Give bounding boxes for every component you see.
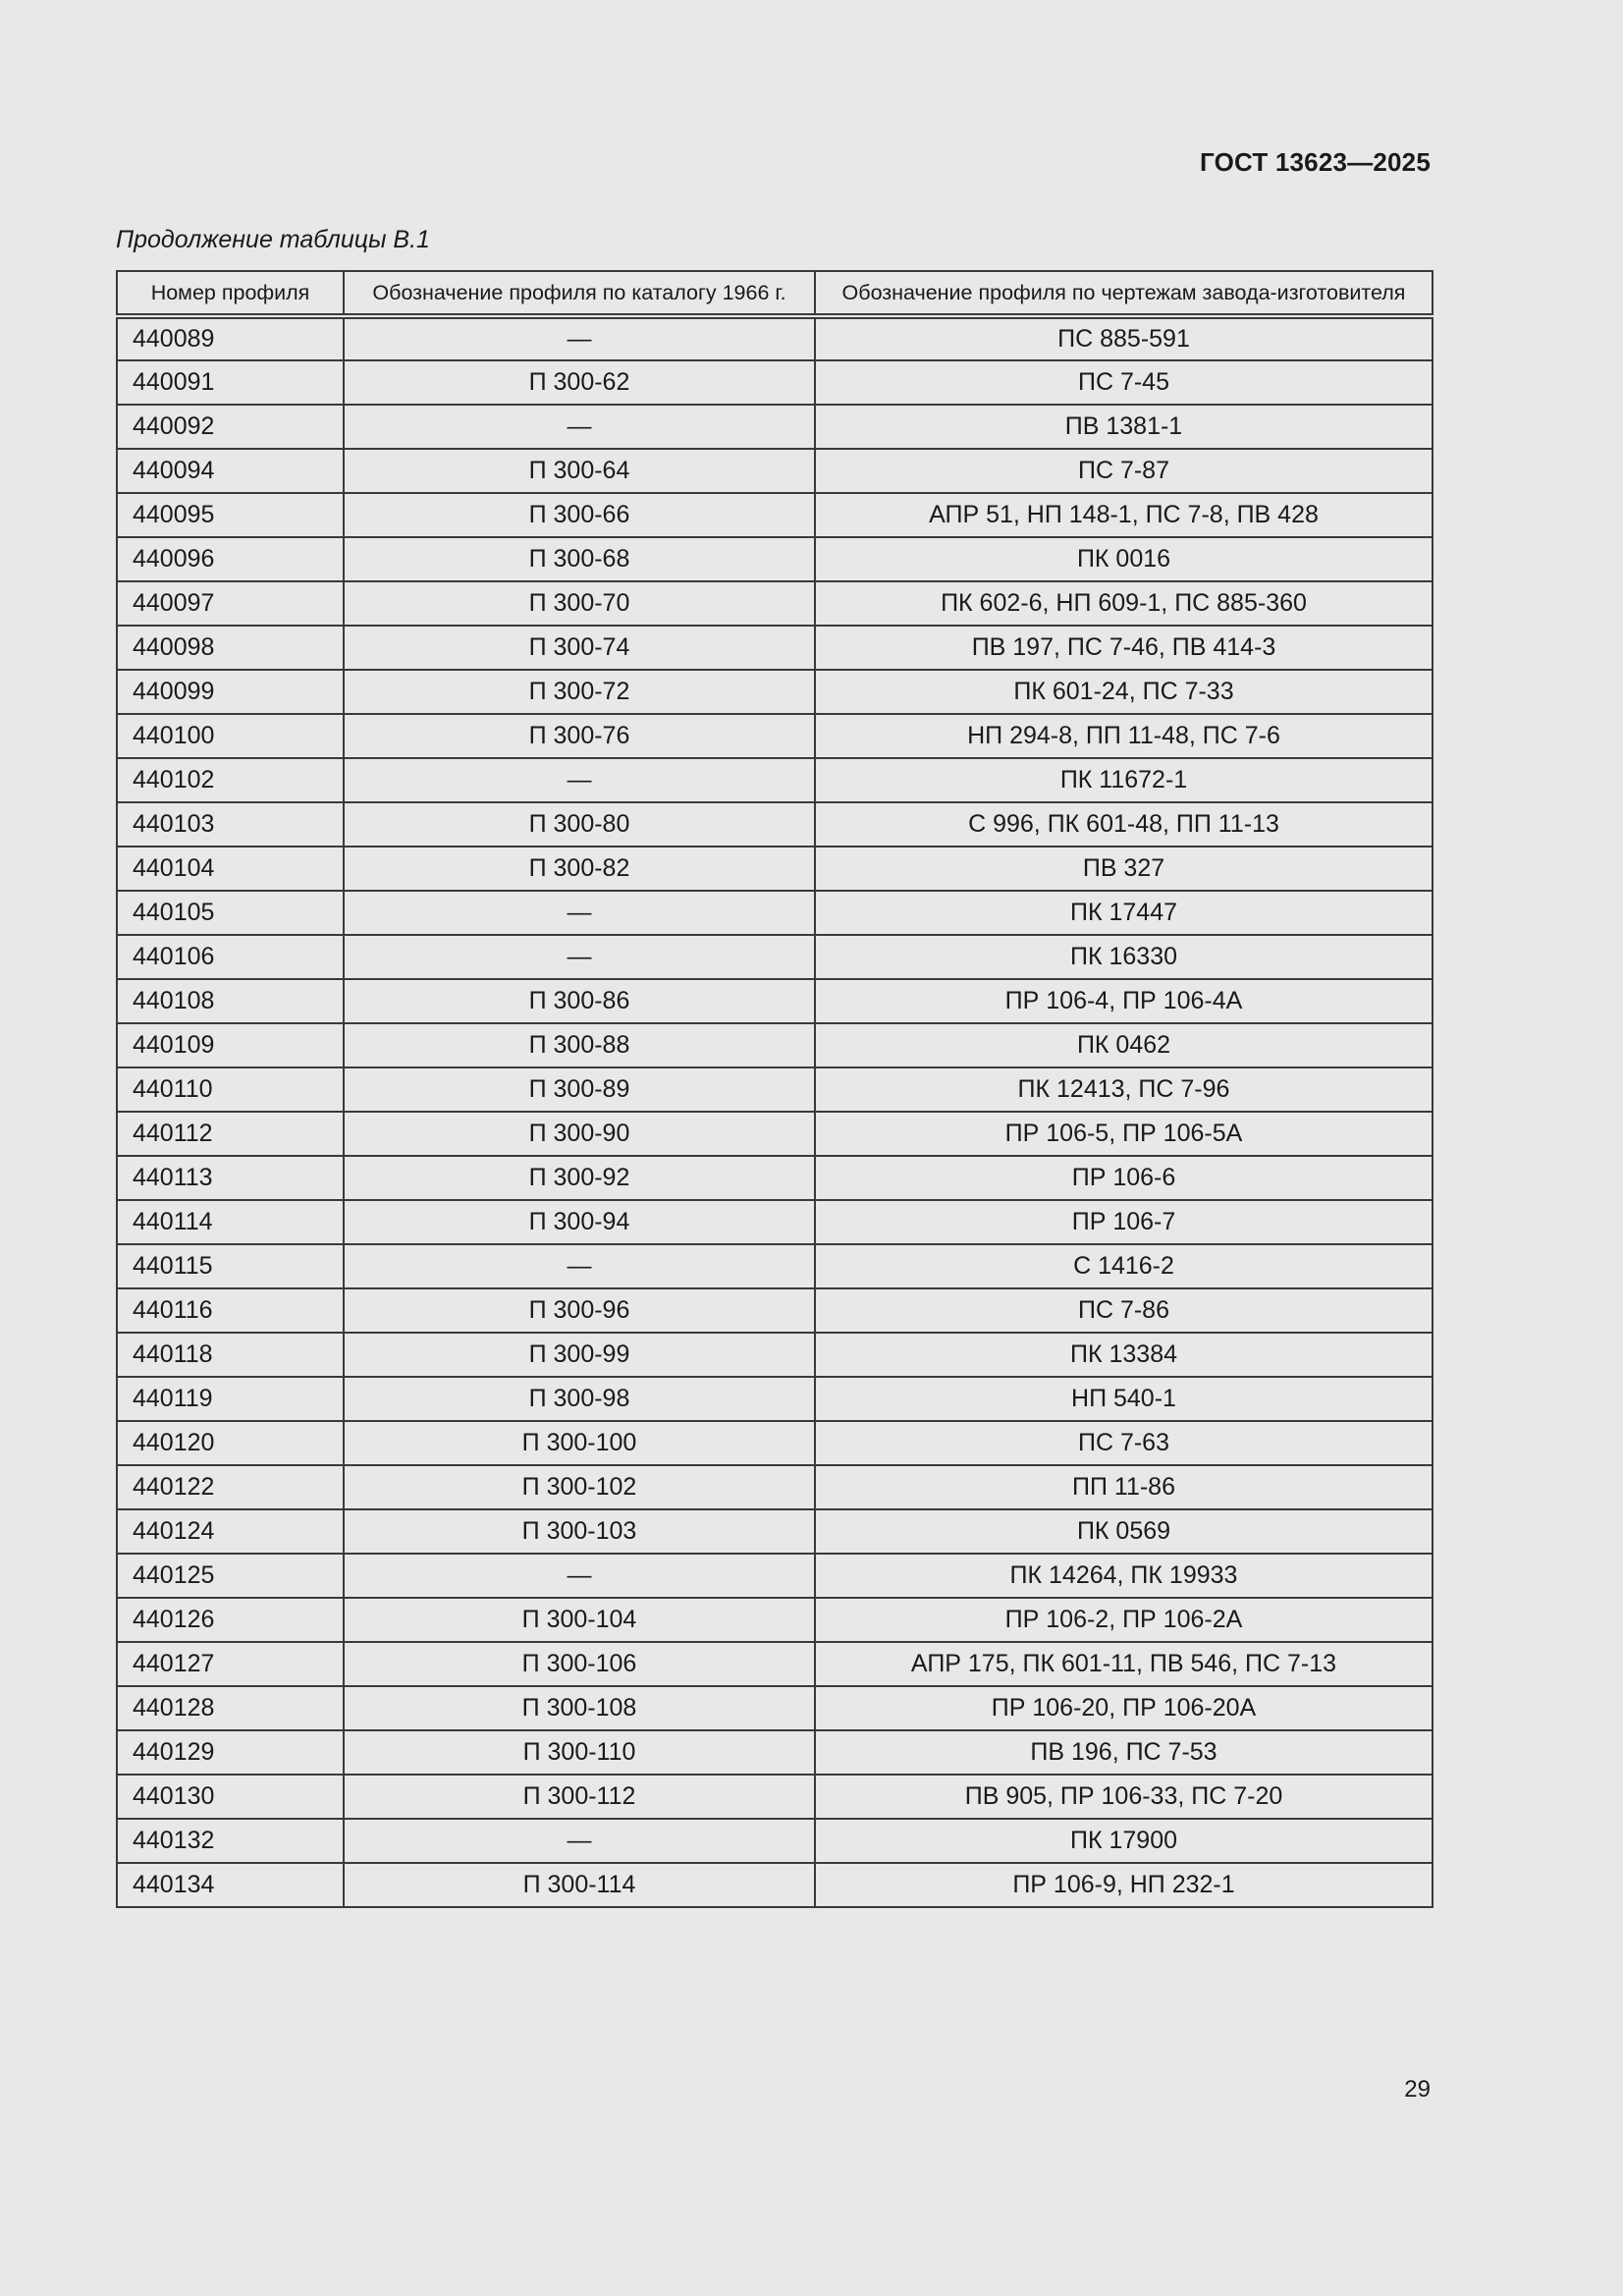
cell-catalog-designation: П 300-104 (344, 1598, 815, 1642)
cell-profile-number: 440103 (117, 802, 344, 847)
cell-catalog-designation: П 300-103 (344, 1509, 815, 1554)
table-row (117, 1288, 1433, 1333)
table-row (117, 891, 1433, 935)
cell-catalog-designation: — (344, 758, 815, 802)
cell-catalog-designation: П 300-102 (344, 1465, 815, 1509)
cell-drawing-designation: НП 540-1 (815, 1377, 1433, 1421)
cell-catalog-designation: — (344, 935, 815, 979)
cell-catalog-designation: П 300-100 (344, 1421, 815, 1465)
cell-drawing-designation: АПР 51, НП 148-1, ПС 7-8, ПВ 428 (815, 493, 1433, 537)
cell-catalog-designation: П 300-70 (344, 581, 815, 626)
cell-catalog-designation: П 300-66 (344, 493, 815, 537)
cell-drawing-designation: ПВ 197, ПС 7-46, ПВ 414-3 (815, 626, 1433, 670)
cell-profile-number: 440115 (117, 1244, 344, 1288)
table-row (117, 1598, 1433, 1642)
cell-catalog-designation: П 300-96 (344, 1288, 815, 1333)
table-row (117, 1421, 1433, 1465)
cell-profile-number: 440098 (117, 626, 344, 670)
cell-profile-number: 440110 (117, 1067, 344, 1112)
table-row (117, 1819, 1433, 1863)
cell-drawing-designation: ПС 7-87 (815, 449, 1433, 493)
cell-drawing-designation: НП 294-8, ПП 11-48, ПС 7-6 (815, 714, 1433, 758)
cell-catalog-designation: — (344, 316, 815, 360)
cell-drawing-designation: ПК 13384 (815, 1333, 1433, 1377)
table-header-row (117, 271, 1433, 316)
cell-drawing-designation: ПК 17900 (815, 1819, 1433, 1863)
table-row (117, 935, 1433, 979)
cell-drawing-designation: ПР 106-7 (815, 1200, 1433, 1244)
cell-catalog-designation: П 300-72 (344, 670, 815, 714)
cell-catalog-designation: П 300-112 (344, 1775, 815, 1819)
cell-drawing-designation: ПК 17447 (815, 891, 1433, 935)
table-row (117, 1200, 1433, 1244)
table-row (117, 537, 1433, 581)
cell-drawing-designation: ПК 12413, ПС 7-96 (815, 1067, 1433, 1112)
cell-profile-number: 440122 (117, 1465, 344, 1509)
cell-drawing-designation: ПС 885-591 (815, 316, 1433, 360)
cell-catalog-designation: — (344, 1819, 815, 1863)
cell-drawing-designation: ПР 106-2, ПР 106-2А (815, 1598, 1433, 1642)
cell-profile-number: 440134 (117, 1863, 344, 1907)
cell-profile-number: 440127 (117, 1642, 344, 1686)
cell-profile-number: 440091 (117, 360, 344, 405)
cell-profile-number: 440125 (117, 1554, 344, 1598)
table-row (117, 758, 1433, 802)
cell-catalog-designation: П 300-94 (344, 1200, 815, 1244)
cell-profile-number: 440126 (117, 1598, 344, 1642)
cell-drawing-designation: ПК 16330 (815, 935, 1433, 979)
table-row (117, 493, 1433, 537)
cell-catalog-designation: П 300-114 (344, 1863, 815, 1907)
cell-profile-number: 440094 (117, 449, 344, 493)
column-header-profile-number: Номер профиля (117, 271, 344, 316)
cell-drawing-designation: ПР 106-9, НП 232-1 (815, 1863, 1433, 1907)
cell-drawing-designation: ПК 0462 (815, 1023, 1433, 1067)
cell-catalog-designation: П 300-68 (344, 537, 815, 581)
table-row (117, 1775, 1433, 1819)
cell-profile-number: 440100 (117, 714, 344, 758)
cell-catalog-designation: — (344, 1244, 815, 1288)
table-caption: Продолжение таблицы В.1 (116, 226, 430, 253)
column-header-manufacturer-drawings: Обозначение профиля по чертежам завода-изготовителя (815, 271, 1433, 316)
cell-catalog-designation: П 300-110 (344, 1730, 815, 1775)
table-row (117, 1333, 1433, 1377)
table-row (117, 1863, 1433, 1907)
cell-drawing-designation: ПР 106-4, ПР 106-4А (815, 979, 1433, 1023)
table-row (117, 1023, 1433, 1067)
cell-profile-number: 440106 (117, 935, 344, 979)
cell-catalog-designation: П 300-89 (344, 1067, 815, 1112)
table-header (117, 271, 1433, 316)
cell-profile-number: 440102 (117, 758, 344, 802)
cell-profile-number: 440108 (117, 979, 344, 1023)
cell-catalog-designation: П 300-86 (344, 979, 815, 1023)
table-row (117, 1642, 1433, 1686)
cell-drawing-designation: ПС 7-45 (815, 360, 1433, 405)
table-row (117, 405, 1433, 449)
table-row (117, 449, 1433, 493)
cell-profile-number: 440096 (117, 537, 344, 581)
table-row (117, 847, 1433, 891)
cell-catalog-designation: П 300-88 (344, 1023, 815, 1067)
table-row (117, 626, 1433, 670)
cell-profile-number: 440099 (117, 670, 344, 714)
table-body (117, 316, 1433, 1907)
table-row (117, 1509, 1433, 1554)
cell-profile-number: 440132 (117, 1819, 344, 1863)
table-row (117, 1112, 1433, 1156)
cell-profile-number: 440124 (117, 1509, 344, 1554)
cell-profile-number: 440097 (117, 581, 344, 626)
table-row (117, 1244, 1433, 1288)
cell-profile-number: 440130 (117, 1775, 344, 1819)
table-row (117, 714, 1433, 758)
cell-catalog-designation: — (344, 405, 815, 449)
cell-profile-number: 440128 (117, 1686, 344, 1730)
table-row (117, 1156, 1433, 1200)
cell-catalog-designation: П 300-99 (344, 1333, 815, 1377)
table-row (117, 802, 1433, 847)
table-row (117, 1067, 1433, 1112)
table-row (117, 360, 1433, 405)
cell-catalog-designation: П 300-64 (344, 449, 815, 493)
cell-drawing-designation: ПВ 1381-1 (815, 405, 1433, 449)
profiles-table (116, 270, 1434, 1908)
cell-profile-number: 440112 (117, 1112, 344, 1156)
table-row (117, 1554, 1433, 1598)
cell-catalog-designation: П 300-76 (344, 714, 815, 758)
page-number: 29 (1404, 2076, 1431, 2103)
cell-catalog-designation: П 300-62 (344, 360, 815, 405)
cell-drawing-designation: АПР 175, ПК 601-11, ПВ 546, ПС 7-13 (815, 1642, 1433, 1686)
cell-drawing-designation: ПК 601-24, ПС 7-33 (815, 670, 1433, 714)
table-row (117, 1730, 1433, 1775)
cell-drawing-designation: С 996, ПК 601-48, ПП 11-13 (815, 802, 1433, 847)
cell-catalog-designation: П 300-80 (344, 802, 815, 847)
cell-profile-number: 440095 (117, 493, 344, 537)
cell-profile-number: 440104 (117, 847, 344, 891)
cell-drawing-designation: ПР 106-5, ПР 106-5А (815, 1112, 1433, 1156)
cell-drawing-designation: ПР 106-20, ПР 106-20А (815, 1686, 1433, 1730)
cell-catalog-designation: П 300-74 (344, 626, 815, 670)
cell-catalog-designation: П 300-90 (344, 1112, 815, 1156)
cell-drawing-designation: ПВ 905, ПР 106-33, ПС 7-20 (815, 1775, 1433, 1819)
cell-drawing-designation: ПК 602-6, НП 609-1, ПС 885-360 (815, 581, 1433, 626)
cell-drawing-designation: ПК 0016 (815, 537, 1433, 581)
cell-drawing-designation: ПВ 196, ПС 7-53 (815, 1730, 1433, 1775)
table-row (117, 316, 1433, 360)
cell-drawing-designation: ПР 106-6 (815, 1156, 1433, 1200)
column-header-catalog-1966: Обозначение профиля по каталогу 1966 г. (344, 271, 815, 316)
cell-profile-number: 440119 (117, 1377, 344, 1421)
cell-drawing-designation: ПВ 327 (815, 847, 1433, 891)
cell-profile-number: 440129 (117, 1730, 344, 1775)
cell-profile-number: 440105 (117, 891, 344, 935)
table-row (117, 1465, 1433, 1509)
cell-catalog-designation: П 300-108 (344, 1686, 815, 1730)
cell-catalog-designation: П 300-98 (344, 1377, 815, 1421)
cell-drawing-designation: ПК 0569 (815, 1509, 1433, 1554)
table-row (117, 670, 1433, 714)
cell-profile-number: 440109 (117, 1023, 344, 1067)
cell-drawing-designation: ПП 11-86 (815, 1465, 1433, 1509)
cell-profile-number: 440113 (117, 1156, 344, 1200)
cell-drawing-designation: ПС 7-86 (815, 1288, 1433, 1333)
cell-profile-number: 440114 (117, 1200, 344, 1244)
cell-profile-number: 440118 (117, 1333, 344, 1377)
cell-drawing-designation: ПК 14264, ПК 19933 (815, 1554, 1433, 1598)
cell-catalog-designation: — (344, 891, 815, 935)
cell-drawing-designation: ПС 7-63 (815, 1421, 1433, 1465)
document-header: ГОСТ 13623—2025 (1200, 147, 1431, 177)
cell-profile-number: 440116 (117, 1288, 344, 1333)
cell-catalog-designation: П 300-106 (344, 1642, 815, 1686)
cell-catalog-designation: П 300-82 (344, 847, 815, 891)
cell-catalog-designation: — (344, 1554, 815, 1598)
cell-profile-number: 440120 (117, 1421, 344, 1465)
cell-profile-number: 440089 (117, 316, 344, 360)
table-row (117, 979, 1433, 1023)
table-row (117, 1377, 1433, 1421)
table-row (117, 1686, 1433, 1730)
cell-profile-number: 440092 (117, 405, 344, 449)
cell-drawing-designation: ПК 11672-1 (815, 758, 1433, 802)
table-row (117, 581, 1433, 626)
cell-drawing-designation: С 1416-2 (815, 1244, 1433, 1288)
cell-catalog-designation: П 300-92 (344, 1156, 815, 1200)
